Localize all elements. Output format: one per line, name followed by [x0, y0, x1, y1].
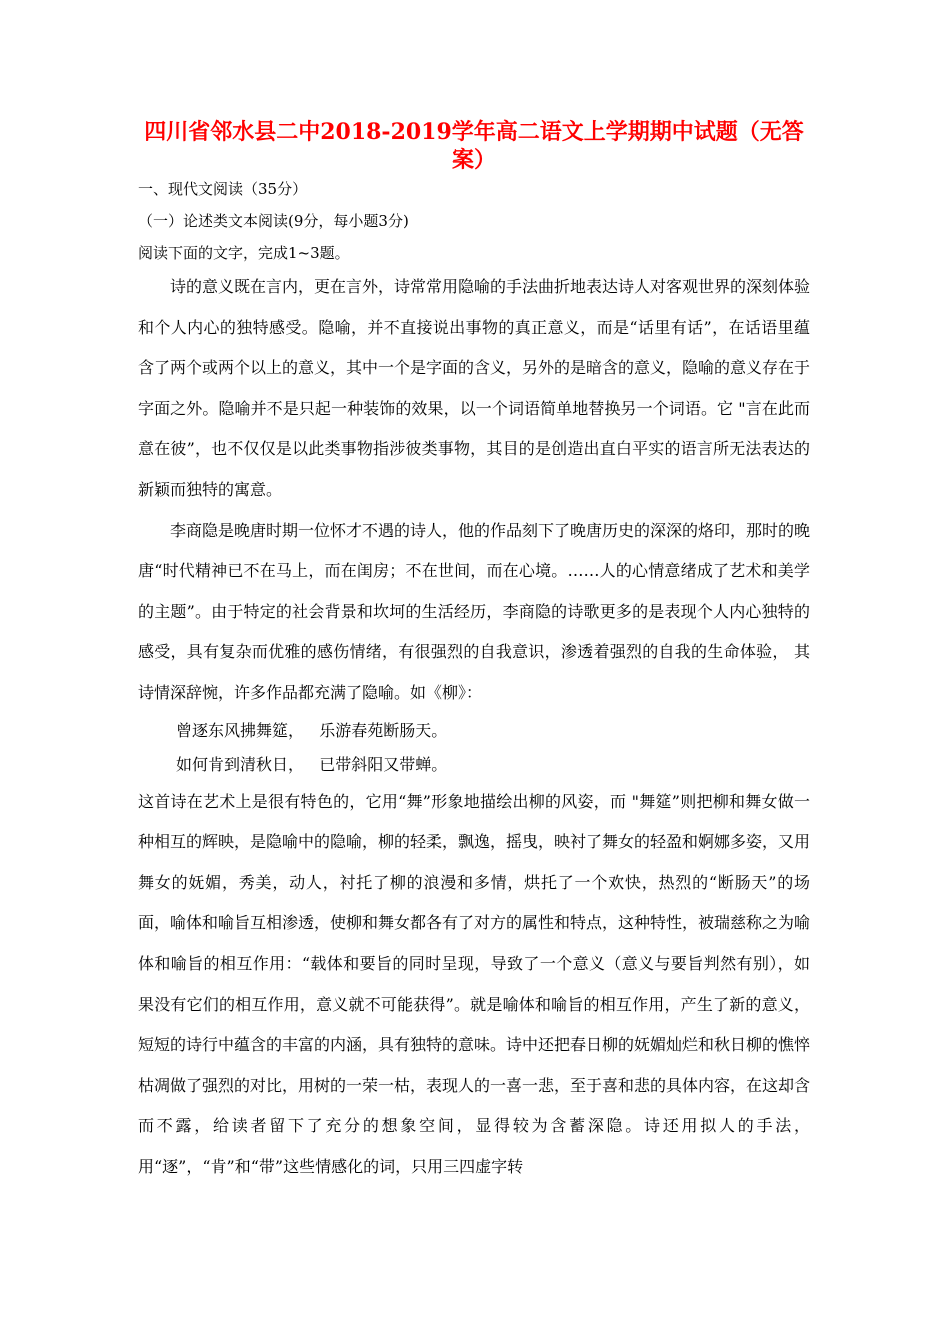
document-title: 四川省邻水县二中2018-2019学年高二语文上学期期中试题（无答案）: [144, 119, 804, 173]
section-heading: 一、现代文阅读（35分）: [138, 180, 308, 198]
document-page: [138, 118, 810, 1187]
paragraph-1: 诗的意义既在言内，更在言外，诗常常用隐喻的手法曲折地表达诗人对客观世界的深刻体验和个人内心的独特感受。隐喻，并不直接说出事物的真正意义，而是“话里有话”，在话语里蕴含了两个或两个以上的意义，其中一个是字面的含义，另外的是暗含的意义，隐喻的意义存在于字面之外。隐喻并不是只起一种装饰的效果，以一个词语简单地替换另一个词语。它 "言在此而意在彼”，也不仅仅是以此类事物指涉彼类事物，其目的是创造出直白平实的语言所无法表达的新颖而独特的寓意。: [138, 277, 811, 499]
reading-instruction: 阅读下面的文字，完成1~3题。: [138, 244, 350, 262]
poem-line-1: 曾逐东风拂舞筵， 乐游春苑断肠天。: [176, 720, 448, 740]
subsection-heading: （一）论述类文本阅读(9分，每小题3分): [138, 212, 409, 230]
analysis-paragraph: 这首诗在艺术上是很有特色的，它用“舞”形象地描绘出柳的风姿，而 "舞筵”则把柳和舞女做一种相互的辉映，是隐喻中的隐喻，柳的轻柔，飘逸，摇曳，映衬了舞女的轻盈和婀娜多姿，又用舞女的妩媚，秀美，动人，衬托了柳的浪漫和多情，烘托了一个欢快，热烈的“断肠天”的场面，喻体和喻旨互相渗透，使柳和舞女都各有了对方的属性和特点，这种特性，被瑞慈称之为喻体和喻旨的相互作用：“载体和要旨的同时呈现，导致了一个意义（意义与要旨判然有别），如果没有它们的相互作用，意义就不可能获得”。就是喻体和喻旨的相互作用，产生了新的意义，短短的诗行中蕴含的丰富的内涵，具有独特的意味。诗中还把春日柳的妩媚灿烂和秋日柳的憔悴枯凋做了强烈的对比，用树的一荣一枯，表现人的一喜一悲，至于喜和悲的具体内容，在这却含而不露，给读者留下了充分的想象空间，显得较为含蓄深隐。诗还用拟人的手法，用“逐”，“肯”和“带”这些情感化的词，只用三四虚字转: [138, 791, 811, 1176]
paragraph-2: 李商隐是晚唐时期一位怀才不遇的诗人，他的作品刻下了晚唐历史的深深的烙印，那时的晚唐“时代精神已不在马上，而在闺房；不在世间，而在心境。……人的心情意绪成了艺术和美学的主题”。由于特定的社会背景和坎坷的生活经历，李商隐的诗歌更多的是表现个人内心独特的感受，具有复杂而优雅的感伤情绪，有很强烈的自我意识，渗透着强烈的自我的生命体验， 其诗情深辞惋，许多作品都充满了隐喻。如《柳》：: [138, 520, 811, 702]
poem-line-2: 如何肯到清秋日， 已带斜阳又带蝉。: [176, 754, 448, 774]
